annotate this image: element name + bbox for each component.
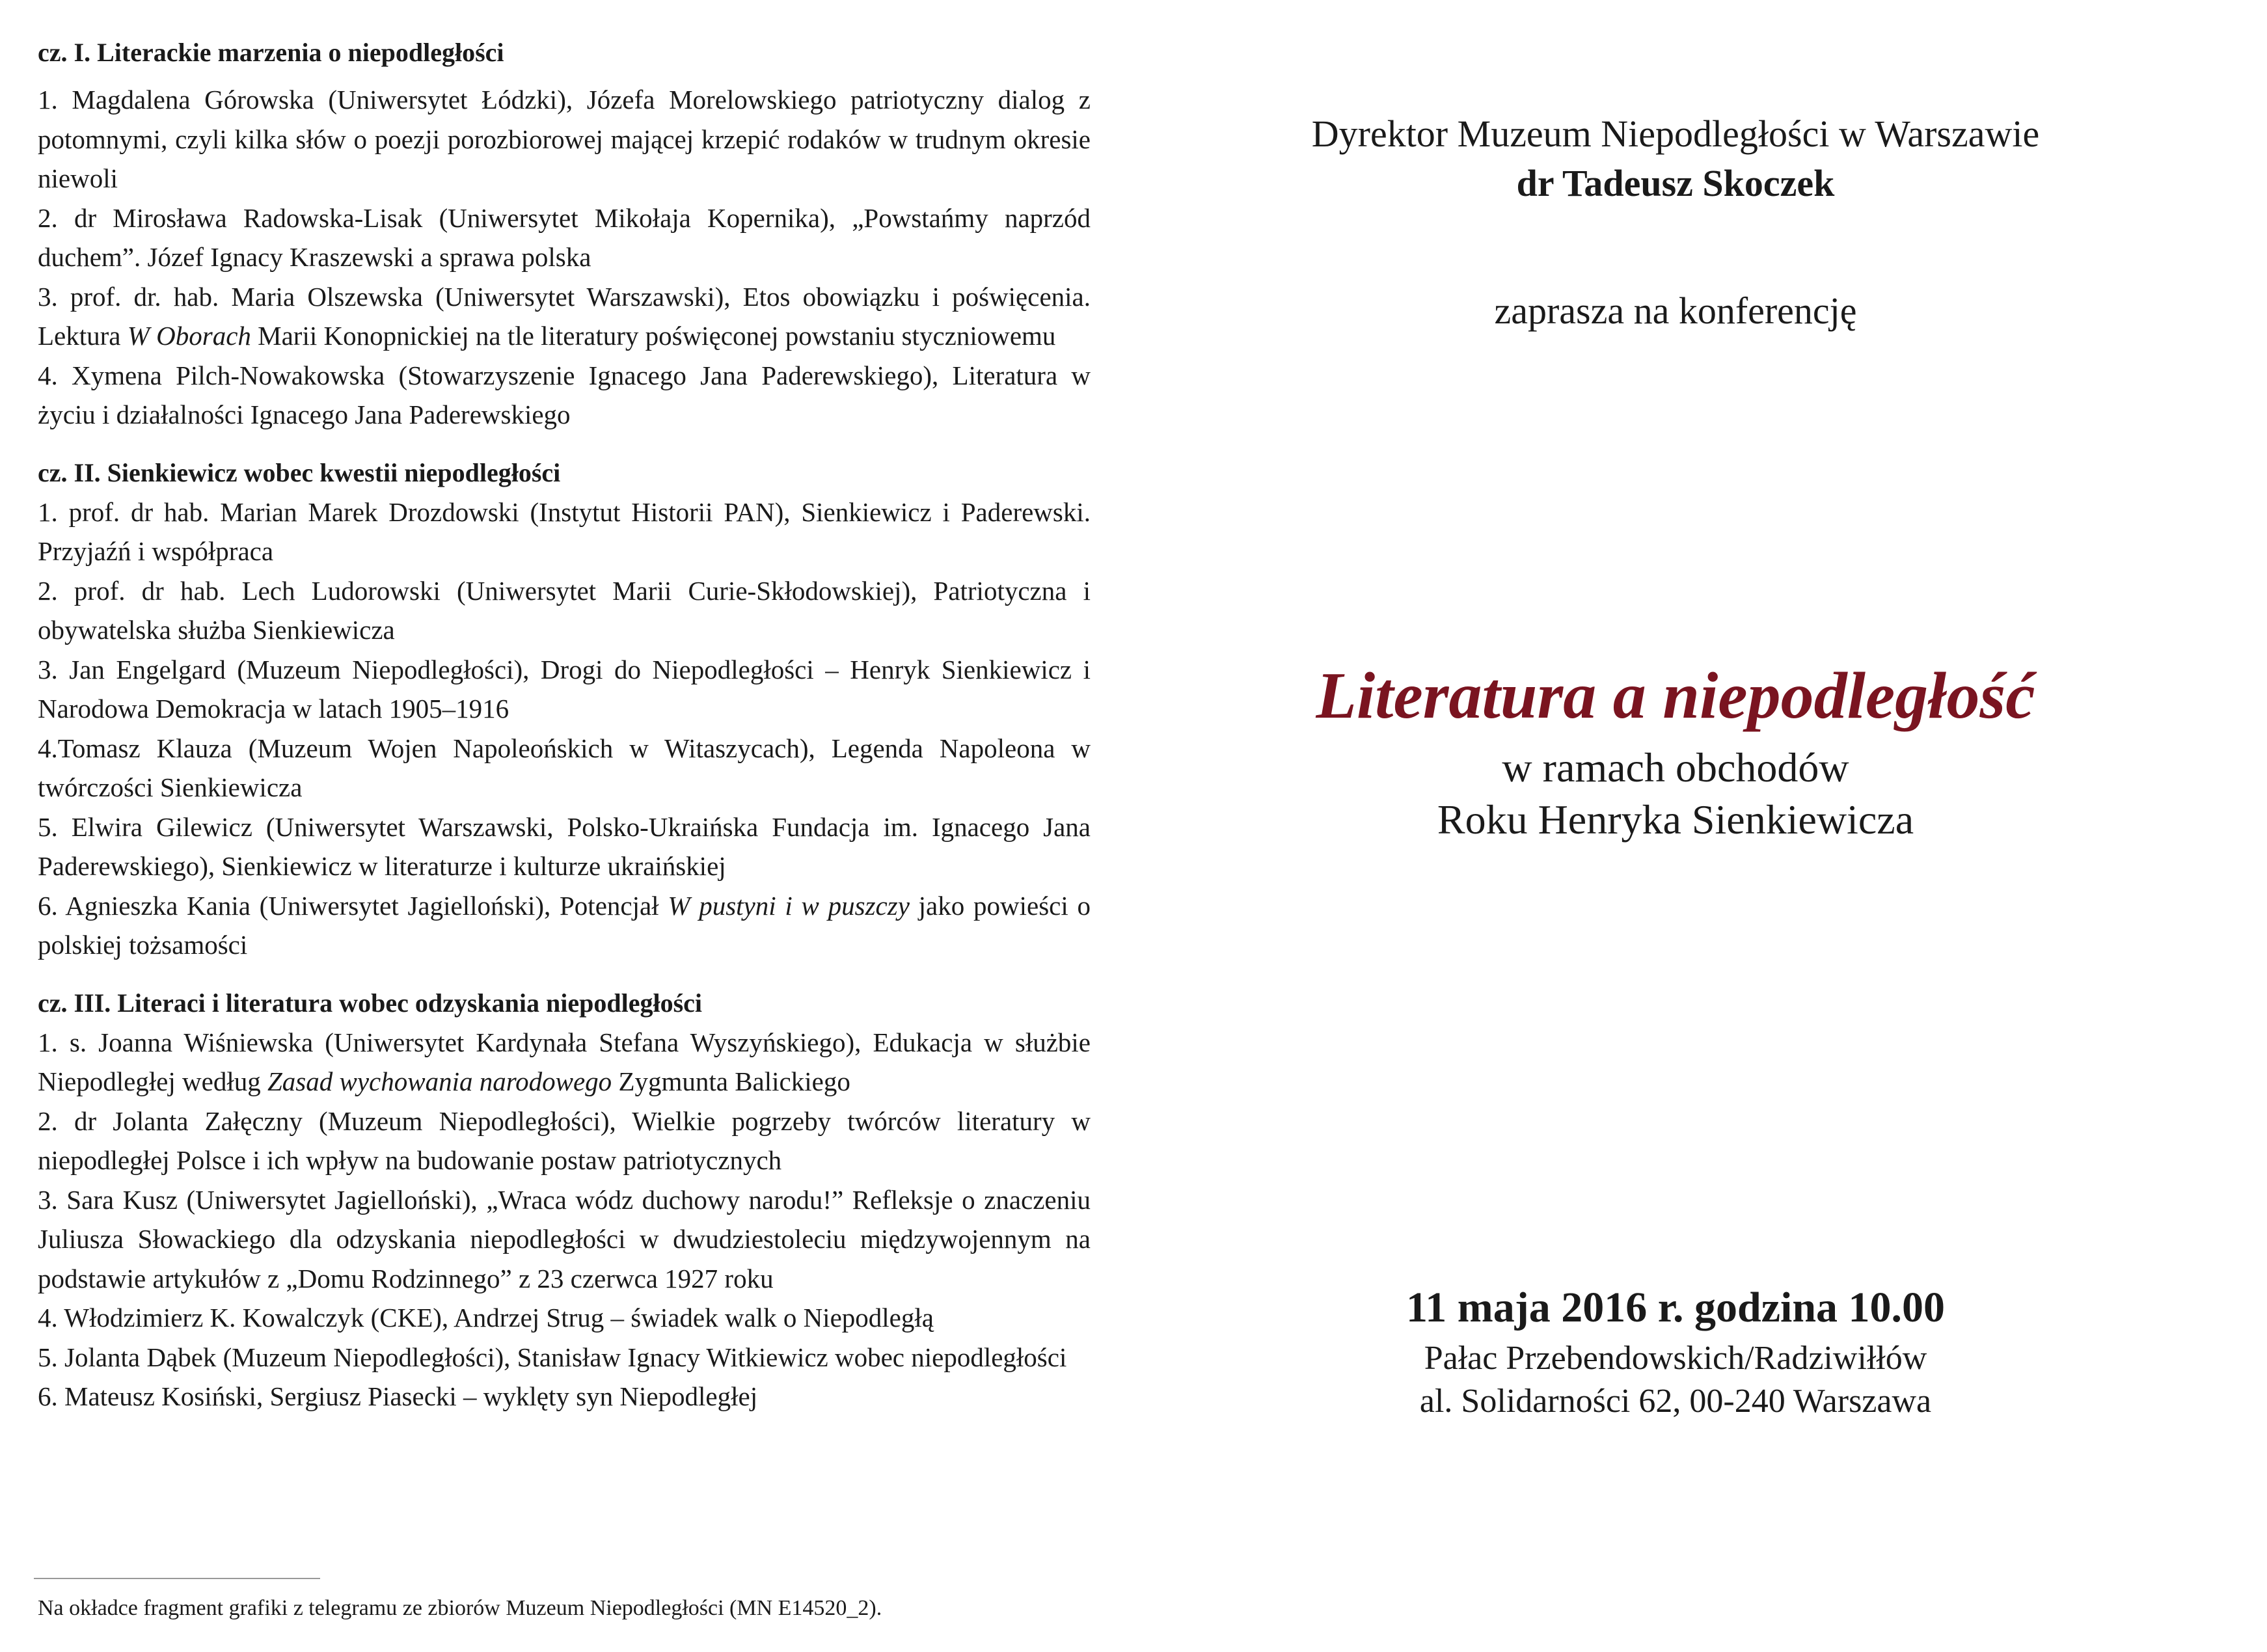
program-entry: 4. Włodzimierz K. Kowalczyk (CKE), Andrzej Strug – świadek walk o Niepodległą [38, 1303, 934, 1333]
entry-text: Zygmunta Balickiego [612, 1066, 850, 1096]
program-section-1 [38, 33, 1091, 435]
entry-text: Marii Konopnickiej na tle literatury poświęconej powstaniu styczniowemu [251, 321, 1056, 351]
invitation-text: zaprasza na konferencję [1494, 290, 1857, 332]
program-entry [38, 1023, 1091, 1102]
program-section-3 [38, 983, 1091, 1416]
event-venue [1171, 1337, 2180, 1423]
program-entry: 3. Sara Kusz (Uniwersytet Jagielloński), „Wraca wódz duchowy narodu!” Refleksje o znaczeniu Juliusza Słowackiego dla odzyskania niepodległości w dwudziestoleciu międzywojennym na podstawie artykułów z „Domu Rodzinnego” z 23 czerwca 1927 roku [38, 1184, 1091, 1293]
venue-address: al. Solidarności 62, 00-240 Warszawa [1419, 1383, 1932, 1420]
program-entry: 5. Jolanta Dąbek (Muzeum Niepodległości), Stanisław Ignacy Witkiewicz wobec niepodległości [38, 1342, 1067, 1372]
footnote-divider [34, 1578, 320, 1579]
program-entry [38, 886, 1091, 965]
section-heading: cz. III. Literaci i literatura wobec odzyskania niepodległości [38, 988, 703, 1018]
conference-title: Literatura a niepodległość [1316, 659, 2035, 733]
program-section-2 [38, 453, 1091, 965]
entry-text: 3. prof. dr. hab. Maria Olszewska (Uniwersytet Warszawski), Etos obowiązku i poświęcenia. Lektura [38, 281, 1091, 351]
entry-text: 6. Agnieszka Kania (Uniwersytet Jagielloński), Potencjał [38, 890, 668, 921]
venue-name: Pałac Przebendowskich/Radziwiłłów [1424, 1340, 1927, 1377]
program-entry: 4.Tomasz Klauza (Muzeum Wojen Napoleońskich w Witaszycach), Legenda Napoleona w twórczości Sienkiewicza [38, 733, 1091, 802]
work-title: W Oborach [127, 321, 251, 351]
section-heading: cz. II. Sienkiewicz wobec kwestii niepodległości [38, 457, 561, 487]
program-entry: 2. prof. dr hab. Lech Ludorowski (Uniwersytet Marii Curie-Skłodowskiej), Patriotyczna i obywatelska służba Sienkiewicza [38, 575, 1091, 645]
program-column [38, 33, 1091, 1435]
work-title: Zasad wychowania narodowego [267, 1066, 612, 1096]
work-title: W pustyni i w puszczy [668, 890, 910, 921]
subtitle-line: Roku Henryka Sienkiewicza [1437, 796, 1914, 843]
conference-subtitle [1171, 742, 2180, 846]
organizer-name: dr Tadeusz Skoczek [1516, 162, 1835, 204]
program-entry: 1. prof. dr hab. Marian Marek Drozdowski (Instytut Historii PAN), Sienkiewicz i Paderewski. Przyjaźń i współpraca [38, 496, 1091, 566]
subtitle-line: w ramach obchodów [1502, 744, 1849, 791]
program-entry: 1. Magdalena Górowska (Uniwersytet Łódzki), Józefa Morelowskiego patriotyczny dialog z potomnymi, czyli kilka słów o poezji porozbiorowej mającej krzepić rodaków w trudnym okresie niewoli [38, 85, 1091, 193]
organizer-line: Dyrektor Muzeum Niepodległości w Warszawie [1311, 113, 2040, 155]
program-entry: 5. Elwira Gilewicz (Uniwersytet Warszawski, Polsko-Ukraińska Fundacja im. Ignacego Jana Paderewskiego), Sienkiewicz w literaturze i kulturze ukraińskiej [38, 811, 1091, 881]
organizer-block [1171, 109, 2180, 208]
program-entry: 3. Jan Engelgard (Muzeum Niepodległości), Drogi do Niepodległości – Henryk Sienkiewicz i Narodowa Demokracja w latach 1905–1916 [38, 654, 1091, 724]
entry-text: 1. s. Joanna Wiśniewska (Uniwersytet Kardynała Stefana Wyszyńskiego), Edukacja w służbie Niepodległej według [38, 1027, 1091, 1096]
program-entry: 2. dr Mirosława Radowska-Lisak (Uniwersytet Mikołaja Kopernika), „Powstańmy naprzód duchem”. Józef Ignacy Kraszewski a sprawa polska [38, 202, 1091, 272]
section-heading: cz. I. Literackie marzenia o niepodległości [38, 38, 504, 67]
footnote: Na okładce fragment grafiki z telegramu ze zbiorów Muzeum Niepodległości (MN E14520_2). [38, 1596, 882, 1620]
program-entry: 4. Xymena Pilch-Nowakowska (Stowarzyszenie Ignacego Jana Paderewskiego), Literatura w życiu i działalności Ignacego Jana Paderewskiego [38, 360, 1091, 429]
entry-text: jako powieści o polskiej tożsamości [38, 890, 1091, 960]
event-date: 11 maja 2016 r. godzina 10.00 [1405, 1284, 1946, 1331]
program-entry: 6. Mateusz Kosiński, Sergiusz Piasecki – wyklęty syn Niepodległej [38, 1381, 758, 1411]
program-entry [38, 277, 1091, 356]
program-entry: 2. dr Jolanta Załęczny (Muzeum Niepodległości), Wielkie pogrzeby twórców literatury w niepodległej Polsce i ich wpływ na budowanie postaw patriotycznych [38, 1105, 1091, 1175]
